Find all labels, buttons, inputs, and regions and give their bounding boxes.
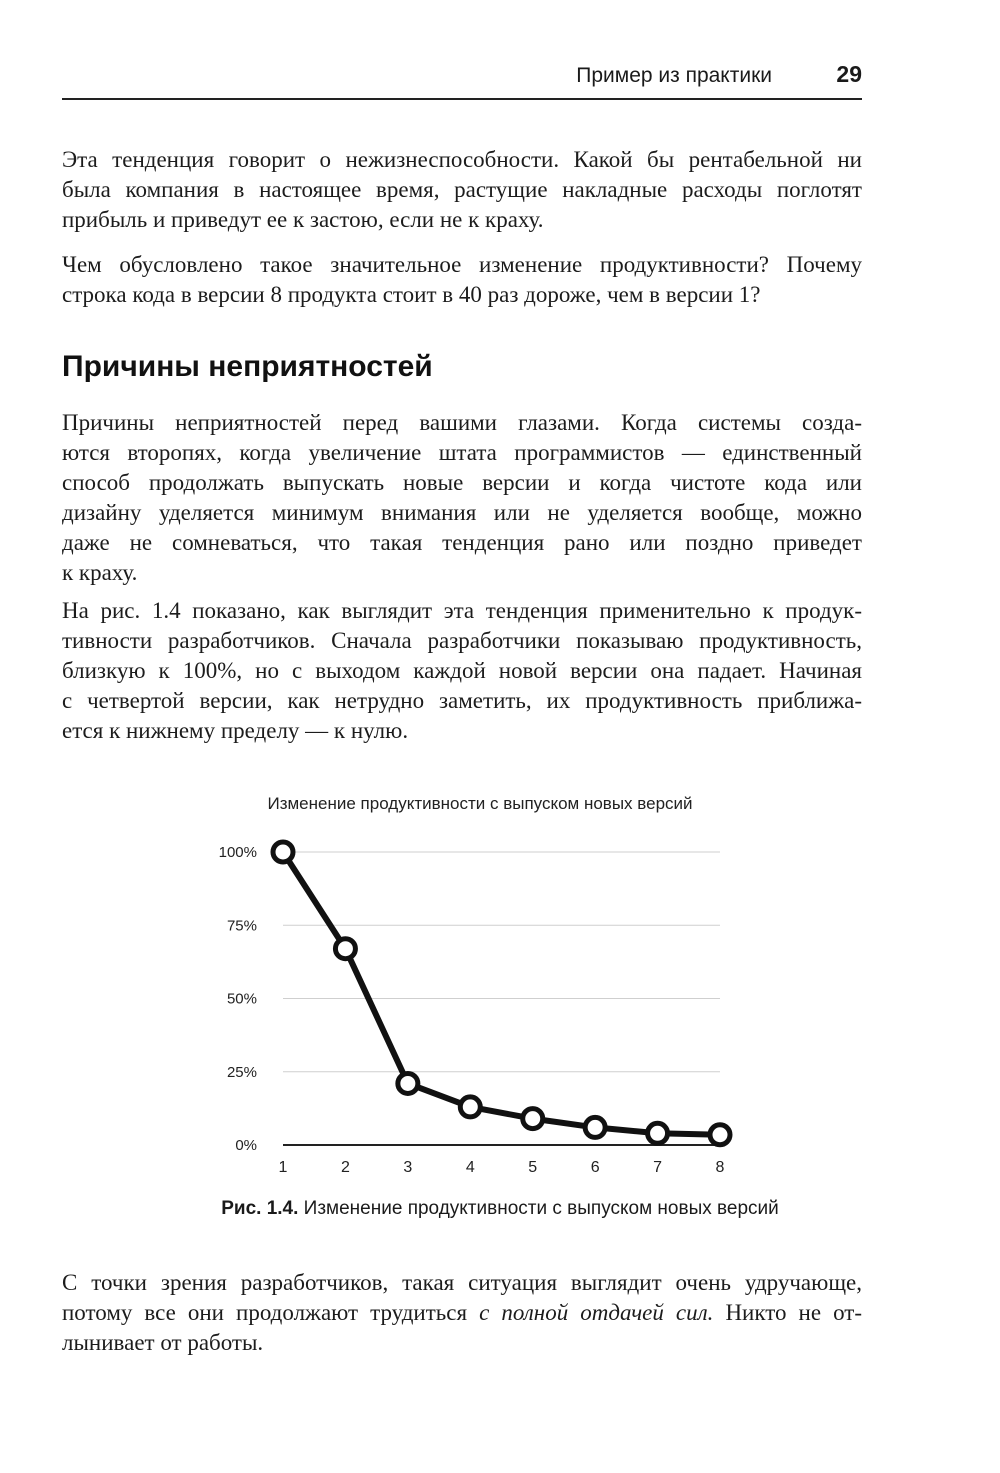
data-point [460,1097,480,1117]
x-tick-label: 6 [590,1159,600,1176]
text-line: близкую к 100%, но с выходом каждой новой версии она падает. Начиная [62,658,862,683]
text-line: тивности разработчиков. Сначала разработчики показываю продуктивность, [62,628,862,653]
chart-title: Изменение продуктивности с выпуском новых версий [267,794,693,813]
text-line: Причины неприятностей перед вашими глазами. Когда системы созда- [62,410,862,435]
text-line: Чем обусловлено такое значительное изменение продуктивности? Почему [62,252,862,277]
y-tick-label: 100% [218,844,257,861]
data-point [648,1123,668,1143]
x-tick-label: 3 [403,1159,413,1176]
running-header-title: Пример из практики [576,64,772,87]
text-line: дизайну уделяется минимум внимания или не уделяется вообще, можно [62,500,862,525]
paragraph-3 [62,408,862,588]
text-line: даже не сомневаться, что такая тенденция рано или поздно приведет [62,530,862,555]
y-tick-label: 25% [226,1063,257,1081]
text-line: Эта тенденция говорит о нежизнеспособности. Какой бы рентабельной ни [62,147,862,172]
paragraph-1 [62,145,862,235]
grid-layer [283,852,720,1145]
text-line: прибыль и приведут ее к застою, если не к краху. [62,207,544,232]
text-line: ется к нижнему пределу — к нулю. [62,718,409,743]
page-number: 29 [836,61,862,87]
data-point [585,1117,605,1137]
caption-text: Изменение продуктивности с выпуском новых версий [298,1198,779,1219]
x-tick-label: 2 [340,1159,350,1176]
data-point [523,1109,543,1129]
text-line: с четвертой версии, как нетрудно заметить, их продуктивность приближа- [62,688,862,713]
text-line-mixed [62,1298,862,1328]
series-layer [273,842,730,1145]
italic-phrase: с полной отдачей сил. [479,1300,714,1325]
paragraph-4 [62,596,862,746]
text-line: к краху. [62,560,138,585]
section-heading: Причины неприятностей [62,350,433,383]
x-tick-label: 1 [278,1159,288,1176]
x-tick-label: 8 [715,1159,725,1176]
series-line [283,852,720,1135]
data-point [398,1073,418,1093]
productivity-chart [0,780,1000,1190]
y-tick-label: 0% [235,1137,257,1154]
text-line: ются второпях, когда увеличение штата программистов — единственный [62,440,862,465]
text-line: С точки зрения разработчиков, такая ситуация выглядит очень удручающе, [62,1270,862,1295]
text-run: Никто не от- [713,1300,862,1325]
data-point [273,842,293,862]
text-line: строка кода в версии 8 продукта стоит в 40 раз дороже, чем в версии 1? [62,282,761,307]
text-line: была компания в настоящее время, растущие накладные расходы поглотят [62,177,862,202]
text-line: На рис. 1.4 показано, как выглядит эта тенденция применительно к продук- [62,598,862,623]
x-tick-label: 5 [528,1159,538,1176]
figure-caption [0,1198,1000,1220]
paragraph-2 [62,250,862,310]
data-point [335,939,355,959]
text-line: способ продолжать выпускать новые версии и когда чистоте кода или [62,470,862,495]
caption-label: Рис. 1.4. [221,1198,299,1219]
data-point [710,1125,730,1145]
x-tick-label: 4 [465,1159,475,1176]
text-run: потому все они продолжают трудиться [62,1300,480,1325]
y-tick-label: 75% [226,917,257,935]
x-tick-label: 7 [653,1159,663,1176]
paragraph-5 [62,1268,862,1358]
y-tick-label: 50% [226,990,257,1008]
running-header [62,60,862,100]
text-line: лынивает от работы. [62,1330,264,1355]
